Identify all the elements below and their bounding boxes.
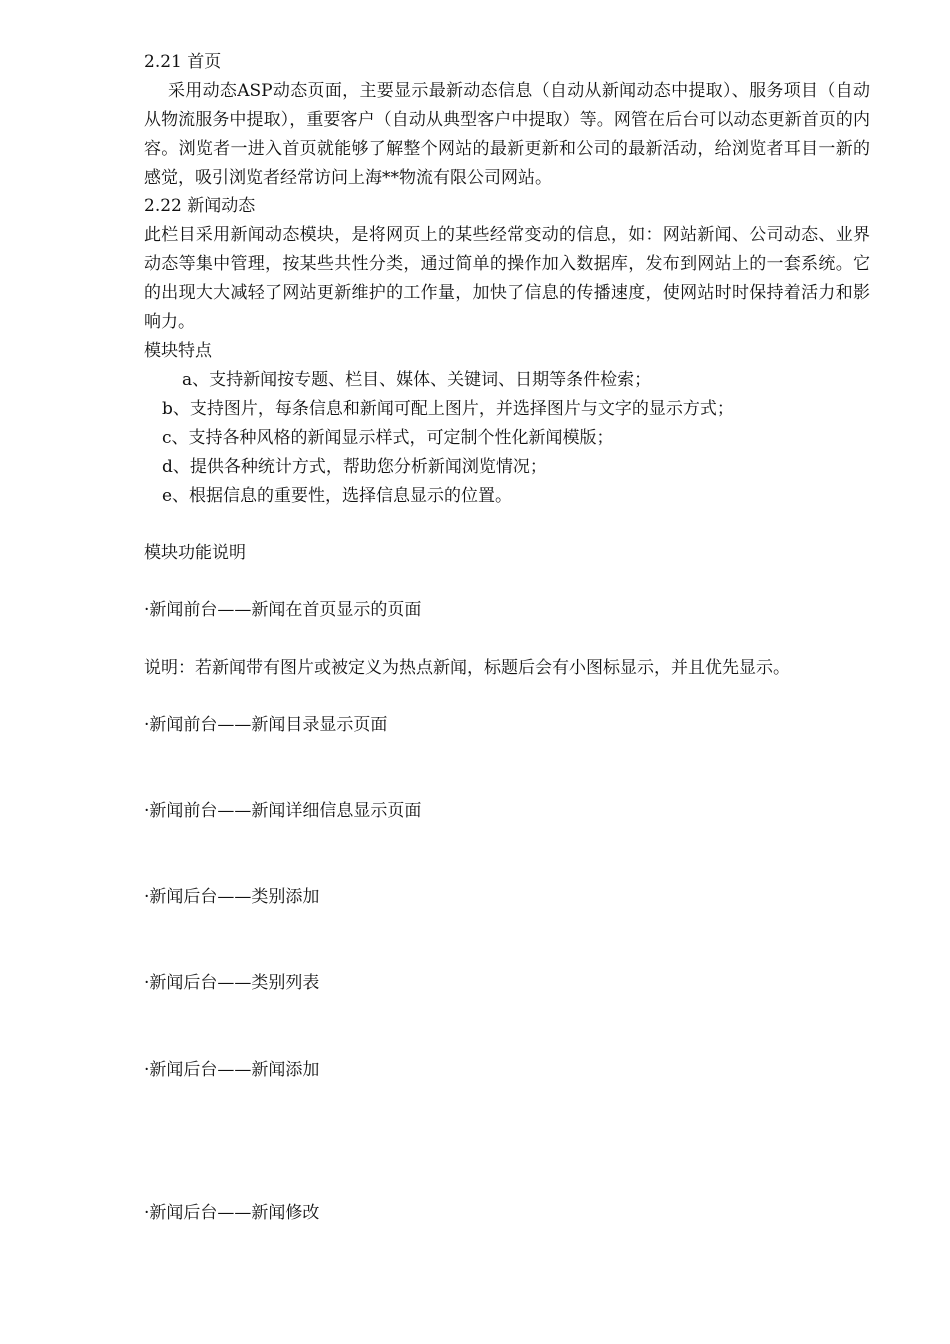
function-item: ·新闻前台——新闻详细信息显示页面	[144, 801, 422, 821]
functions-title: 模块功能说明	[144, 543, 246, 563]
function-item: ·新闻前台——新闻在首页显示的页面	[144, 600, 422, 620]
function-item: ·新闻后台——新闻添加	[144, 1060, 320, 1080]
function-item: ·新闻后台——新闻修改	[144, 1203, 320, 1223]
feature-item: b、支持图片，每条信息和新闻可配上图片，并选择图片与文字的显示方式；	[162, 399, 734, 419]
feature-item: d、提供各种统计方式，帮助您分析新闻浏览情况；	[162, 457, 547, 477]
paragraph-home-body: 采用动态ASP动态页面，主要显示最新动态信息（自动从新闻动态中提取）、服务项目（自动从物流服务中提取），重要客户（自动从典型客户中提取）等。网管在后台可以动态更新首页的内容。浏览者一进入首页就能够了解整个网站的最新更新和公司的最新活动，给浏览者耳目一新的感觉，吸引浏览者经常访问上海**物流有限公司网站。	[144, 81, 870, 188]
feature-item: a、支持新闻按专题、栏目、媒体、关键词、日期等条件检索；	[182, 370, 652, 390]
features-title: 模块特点	[144, 341, 212, 361]
section-heading-home: 2.21 首页	[144, 52, 222, 72]
function-item: ·新闻后台——类别添加	[144, 887, 320, 907]
section-heading-news: 2.22 新闻动态	[144, 196, 256, 216]
function-item: ·新闻前台——新闻目录显示页面	[144, 715, 388, 735]
function-note: 说明：若新闻带有图片或被定义为热点新闻，标题后会有小图标显示，并且优先显示。	[144, 658, 790, 678]
feature-item: c、支持各种风格的新闻显示样式，可定制个性化新闻模版；	[162, 428, 614, 448]
paragraph-news-body: 此栏目采用新闻动态模块，是将网页上的某些经常变动的信息，如：网站新闻、公司动态、业界动态等集中管理，按某些共性分类，通过简单的操作加入数据库，发布到网站上的一套系统。它的出现大大减轻了网站更新维护的工作量，加快了信息的传播速度，使网站时时保持着活力和影响力。	[144, 225, 870, 332]
feature-item: e、根据信息的重要性，选择信息显示的位置。	[162, 486, 513, 506]
function-item: ·新闻后台——类别列表	[144, 973, 320, 993]
